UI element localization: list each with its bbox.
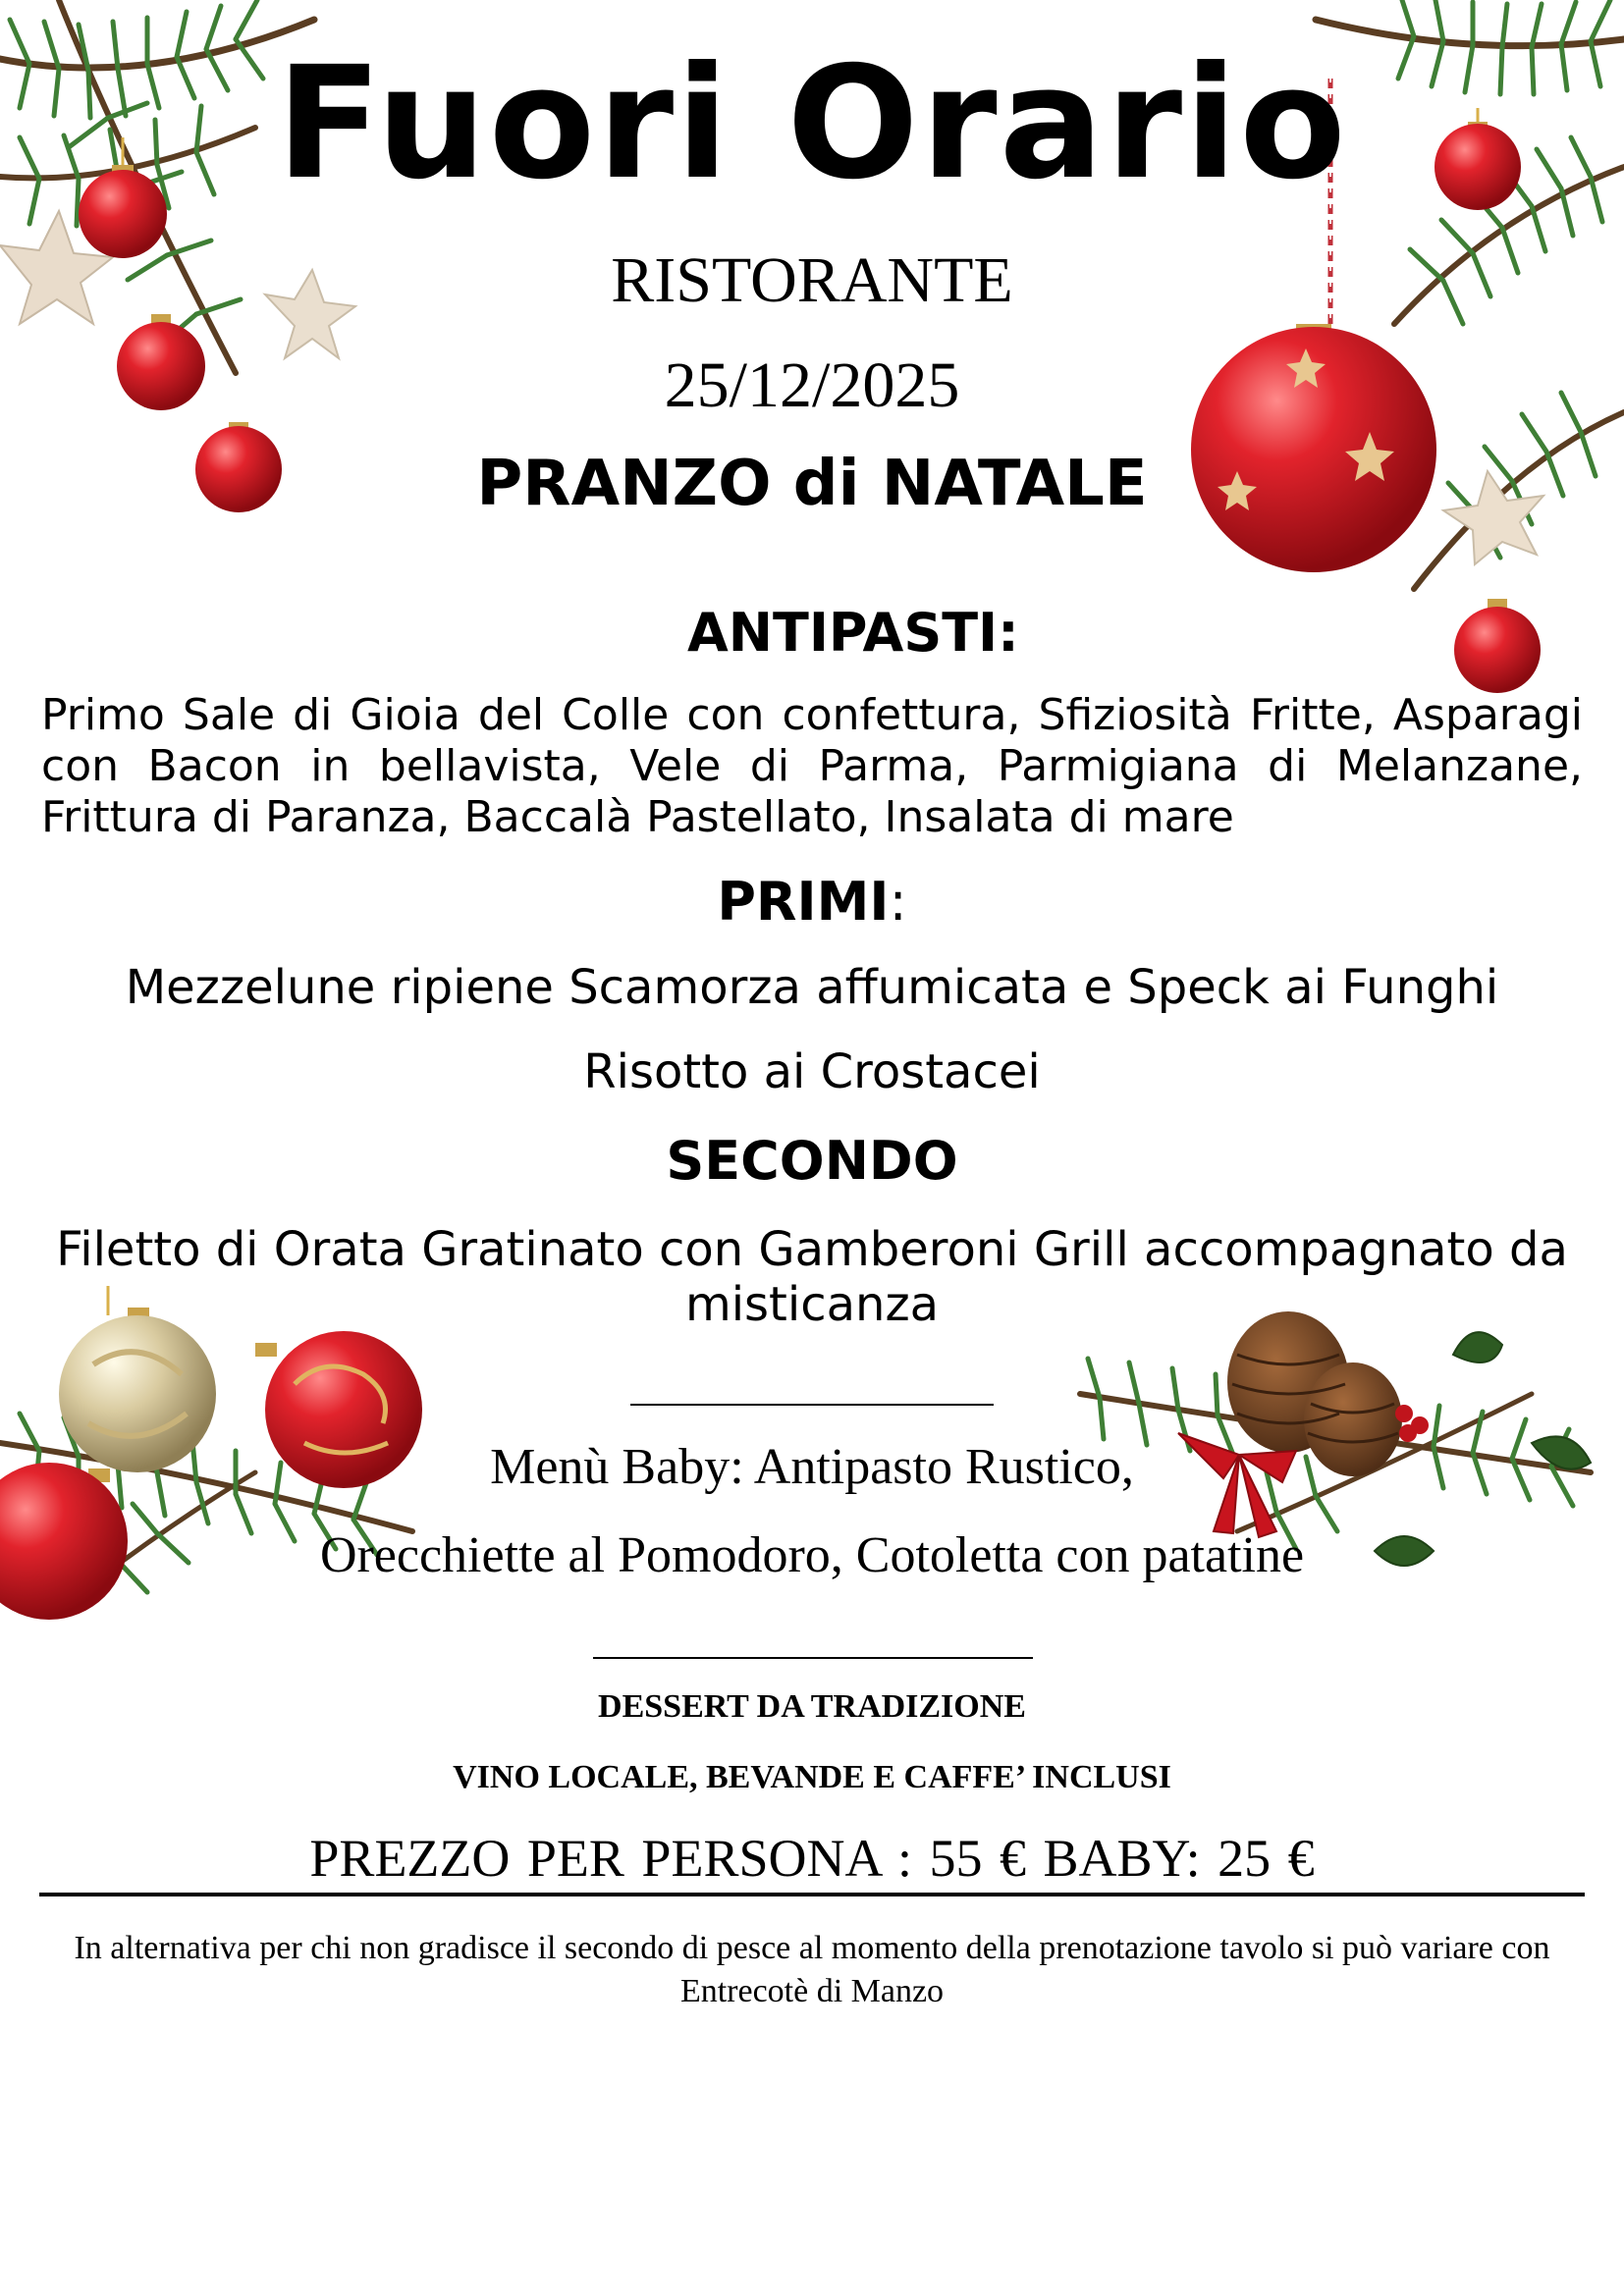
secondo-heading: SECONDO [666,1130,958,1192]
alternative-note: In alternativa per chi non gradisce il secondo di pesce al momento della prenotazione tavolo si può variare con Entrecotè di Manzo [74,1930,1550,2009]
antipasti-items: Primo Sale di Gioia del Colle con confettura, Sfiziosità Fritte, Asparagi con Bacon in bellavista, Vele di Parma, Parmigiana di Melanzane, Frittura di Paranza, Baccalà Pastellato, Insalata di mare [41,690,1583,842]
primi-heading [0,873,1624,931]
baby-menu-line-2: Orecchiette al Pomodoro, Cotoletta con patatine [319,1527,1305,1583]
price-line: PREZZO PER PERSONA : 55 € BABY: 25 € [309,1829,1315,1888]
primi-item-2: Risotto ai Crostacei [583,1044,1041,1099]
restaurant-subtitle: RISTORANTE [611,244,1013,316]
baby-menu-line-1: Menù Baby: Antipasto Rustico, [490,1439,1134,1495]
primi-heading-label: PRIMI [717,871,890,933]
divider-3 [39,1893,1585,1896]
dessert-line: DESSERT DA TRADIZIONE [598,1688,1026,1725]
divider-2 [593,1657,1033,1659]
event-headline: PRANZO di NATALE [476,448,1148,520]
antipasti-heading: ANTIPASTI: [687,602,1019,664]
event-date: 25/12/2025 [664,349,960,421]
drinks-line: VINO LOCALE, BEVANDE E CAFFE’ INCLUSI [453,1759,1171,1795]
divider-1 [630,1404,994,1406]
primi-heading-colon: : [889,871,907,933]
primi-item-1: Mezzelune ripiene Scamorza affumicata e Speck ai Funghi [125,960,1499,1015]
restaurant-name: Fuori Orario [276,33,1348,214]
secondo-items: Filetto di Orata Gratinato con Gamberoni Grill accompagnato da misticanza [56,1222,1568,1332]
